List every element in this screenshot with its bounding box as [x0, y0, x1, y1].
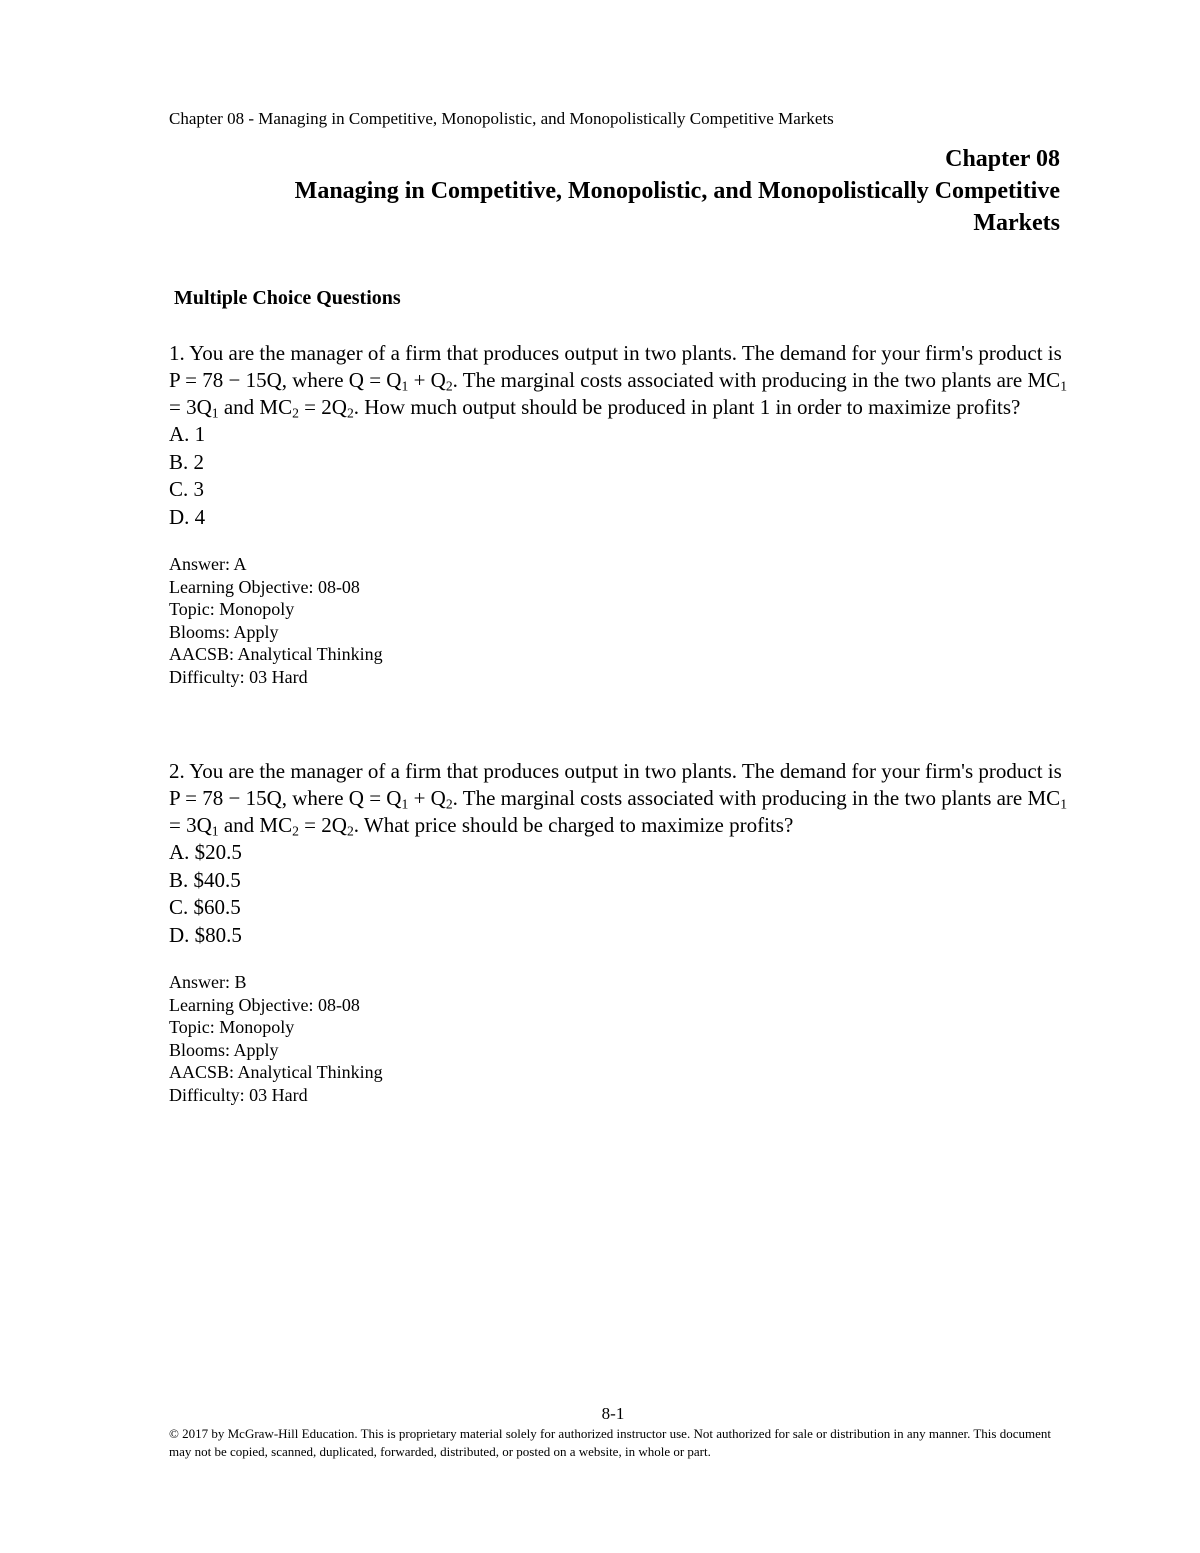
- subscript: 2: [346, 823, 354, 839]
- stem-text: + Q: [408, 368, 446, 392]
- question-stem: [169, 340, 1069, 421]
- stem-text: You are the manager of a firm that produces output in two plants. The demand for your firm's product is P = 78 − 15Q, where Q = Q: [169, 341, 1062, 392]
- running-header: Chapter 08 - Managing in Competitive, Monopolistic, and Monopolistically Competitive Markets: [169, 109, 834, 128]
- learning-objective: Learning Objective: 08-08: [169, 576, 360, 597]
- question-metadata: [169, 971, 1069, 1106]
- stem-text: = 3Q: [169, 395, 212, 419]
- topic: Topic: Monopoly: [169, 599, 295, 619]
- learning-objective: Learning Objective: 08-08: [169, 994, 360, 1015]
- option-d: D. $80.5: [169, 922, 242, 947]
- answer: Answer: B: [169, 972, 247, 992]
- question-number: 1.: [169, 341, 185, 365]
- topic: Topic: Monopoly: [169, 1017, 295, 1037]
- subscript: 1: [211, 823, 219, 839]
- stem-text: . The marginal costs associated with producing in the two plants are MC: [452, 786, 1061, 810]
- subscript: 1: [1060, 378, 1068, 394]
- subscript: 2: [346, 405, 354, 421]
- question-2: [169, 758, 1069, 1106]
- option-c: C. 3: [169, 477, 205, 501]
- option-b: B. 2: [169, 449, 205, 474]
- question-1: [169, 340, 1069, 688]
- option-c: C. $60.5: [169, 895, 241, 919]
- question-stem: [169, 758, 1069, 839]
- difficulty: Difficulty: 03 Hard: [169, 666, 308, 687]
- subscript: 1: [1060, 796, 1068, 812]
- answer-options: [169, 421, 1069, 531]
- chapter-number: Chapter 08: [945, 146, 1060, 172]
- question-metadata: [169, 553, 1069, 688]
- section-heading: Multiple Choice Questions: [174, 287, 401, 309]
- stem-text: and MC: [218, 813, 293, 837]
- subscript: 1: [401, 378, 409, 394]
- question-number: 2.: [169, 759, 185, 783]
- option-b: B. $40.5: [169, 867, 241, 892]
- subscript: 2: [445, 796, 453, 812]
- blooms: Blooms: Apply: [169, 621, 279, 642]
- option-d: D. 4: [169, 504, 206, 529]
- stem-text: and MC: [218, 395, 293, 419]
- stem-text: . The marginal costs associated with producing in the two plants are MC: [452, 368, 1061, 392]
- aacsb: AACSB: Analytical Thinking: [169, 644, 383, 664]
- stem-text: = 2Q: [298, 813, 347, 837]
- chapter-title: [160, 143, 1060, 239]
- chapter-title-line-1: Managing in Competitive, Monopolistic, and Monopolistically Competitive: [294, 178, 1060, 204]
- subscript: 2: [445, 378, 453, 394]
- subscript: 1: [401, 796, 409, 812]
- stem-text: You are the manager of a firm that produces output in two plants. The demand for your firm's product is P = 78 − 15Q, where Q = Q: [169, 759, 1062, 810]
- subscript: 2: [292, 405, 299, 421]
- option-a: A. 1: [169, 422, 206, 446]
- stem-text: = 3Q: [169, 813, 212, 837]
- copyright-notice: © 2017 by McGraw-Hill Education. This is proprietary material solely for authorized instructor use. Not authorized for sale or distribution in any manner. This document may not be copied, scanned, duplicated, forwarded, distributed, or posted on a website, in whole or part.: [169, 1426, 1051, 1459]
- stem-text: + Q: [408, 786, 446, 810]
- subscript: 1: [211, 405, 219, 421]
- blooms: Blooms: Apply: [169, 1039, 279, 1060]
- option-a: A. $20.5: [169, 840, 242, 864]
- chapter-title-line-2: Markets: [973, 210, 1060, 236]
- difficulty: Difficulty: 03 Hard: [169, 1084, 308, 1105]
- stem-text: . How much output should be produced in plant 1 in order to maximize profits?: [353, 395, 1021, 419]
- stem-text: = 2Q: [298, 395, 347, 419]
- answer: Answer: A: [169, 554, 247, 574]
- subscript: 2: [292, 823, 299, 839]
- stem-text: . What price should be charged to maximize profits?: [353, 813, 794, 837]
- page-number: 8-1: [601, 1404, 625, 1423]
- answer-options: [169, 839, 1069, 949]
- aacsb: AACSB: Analytical Thinking: [169, 1062, 383, 1082]
